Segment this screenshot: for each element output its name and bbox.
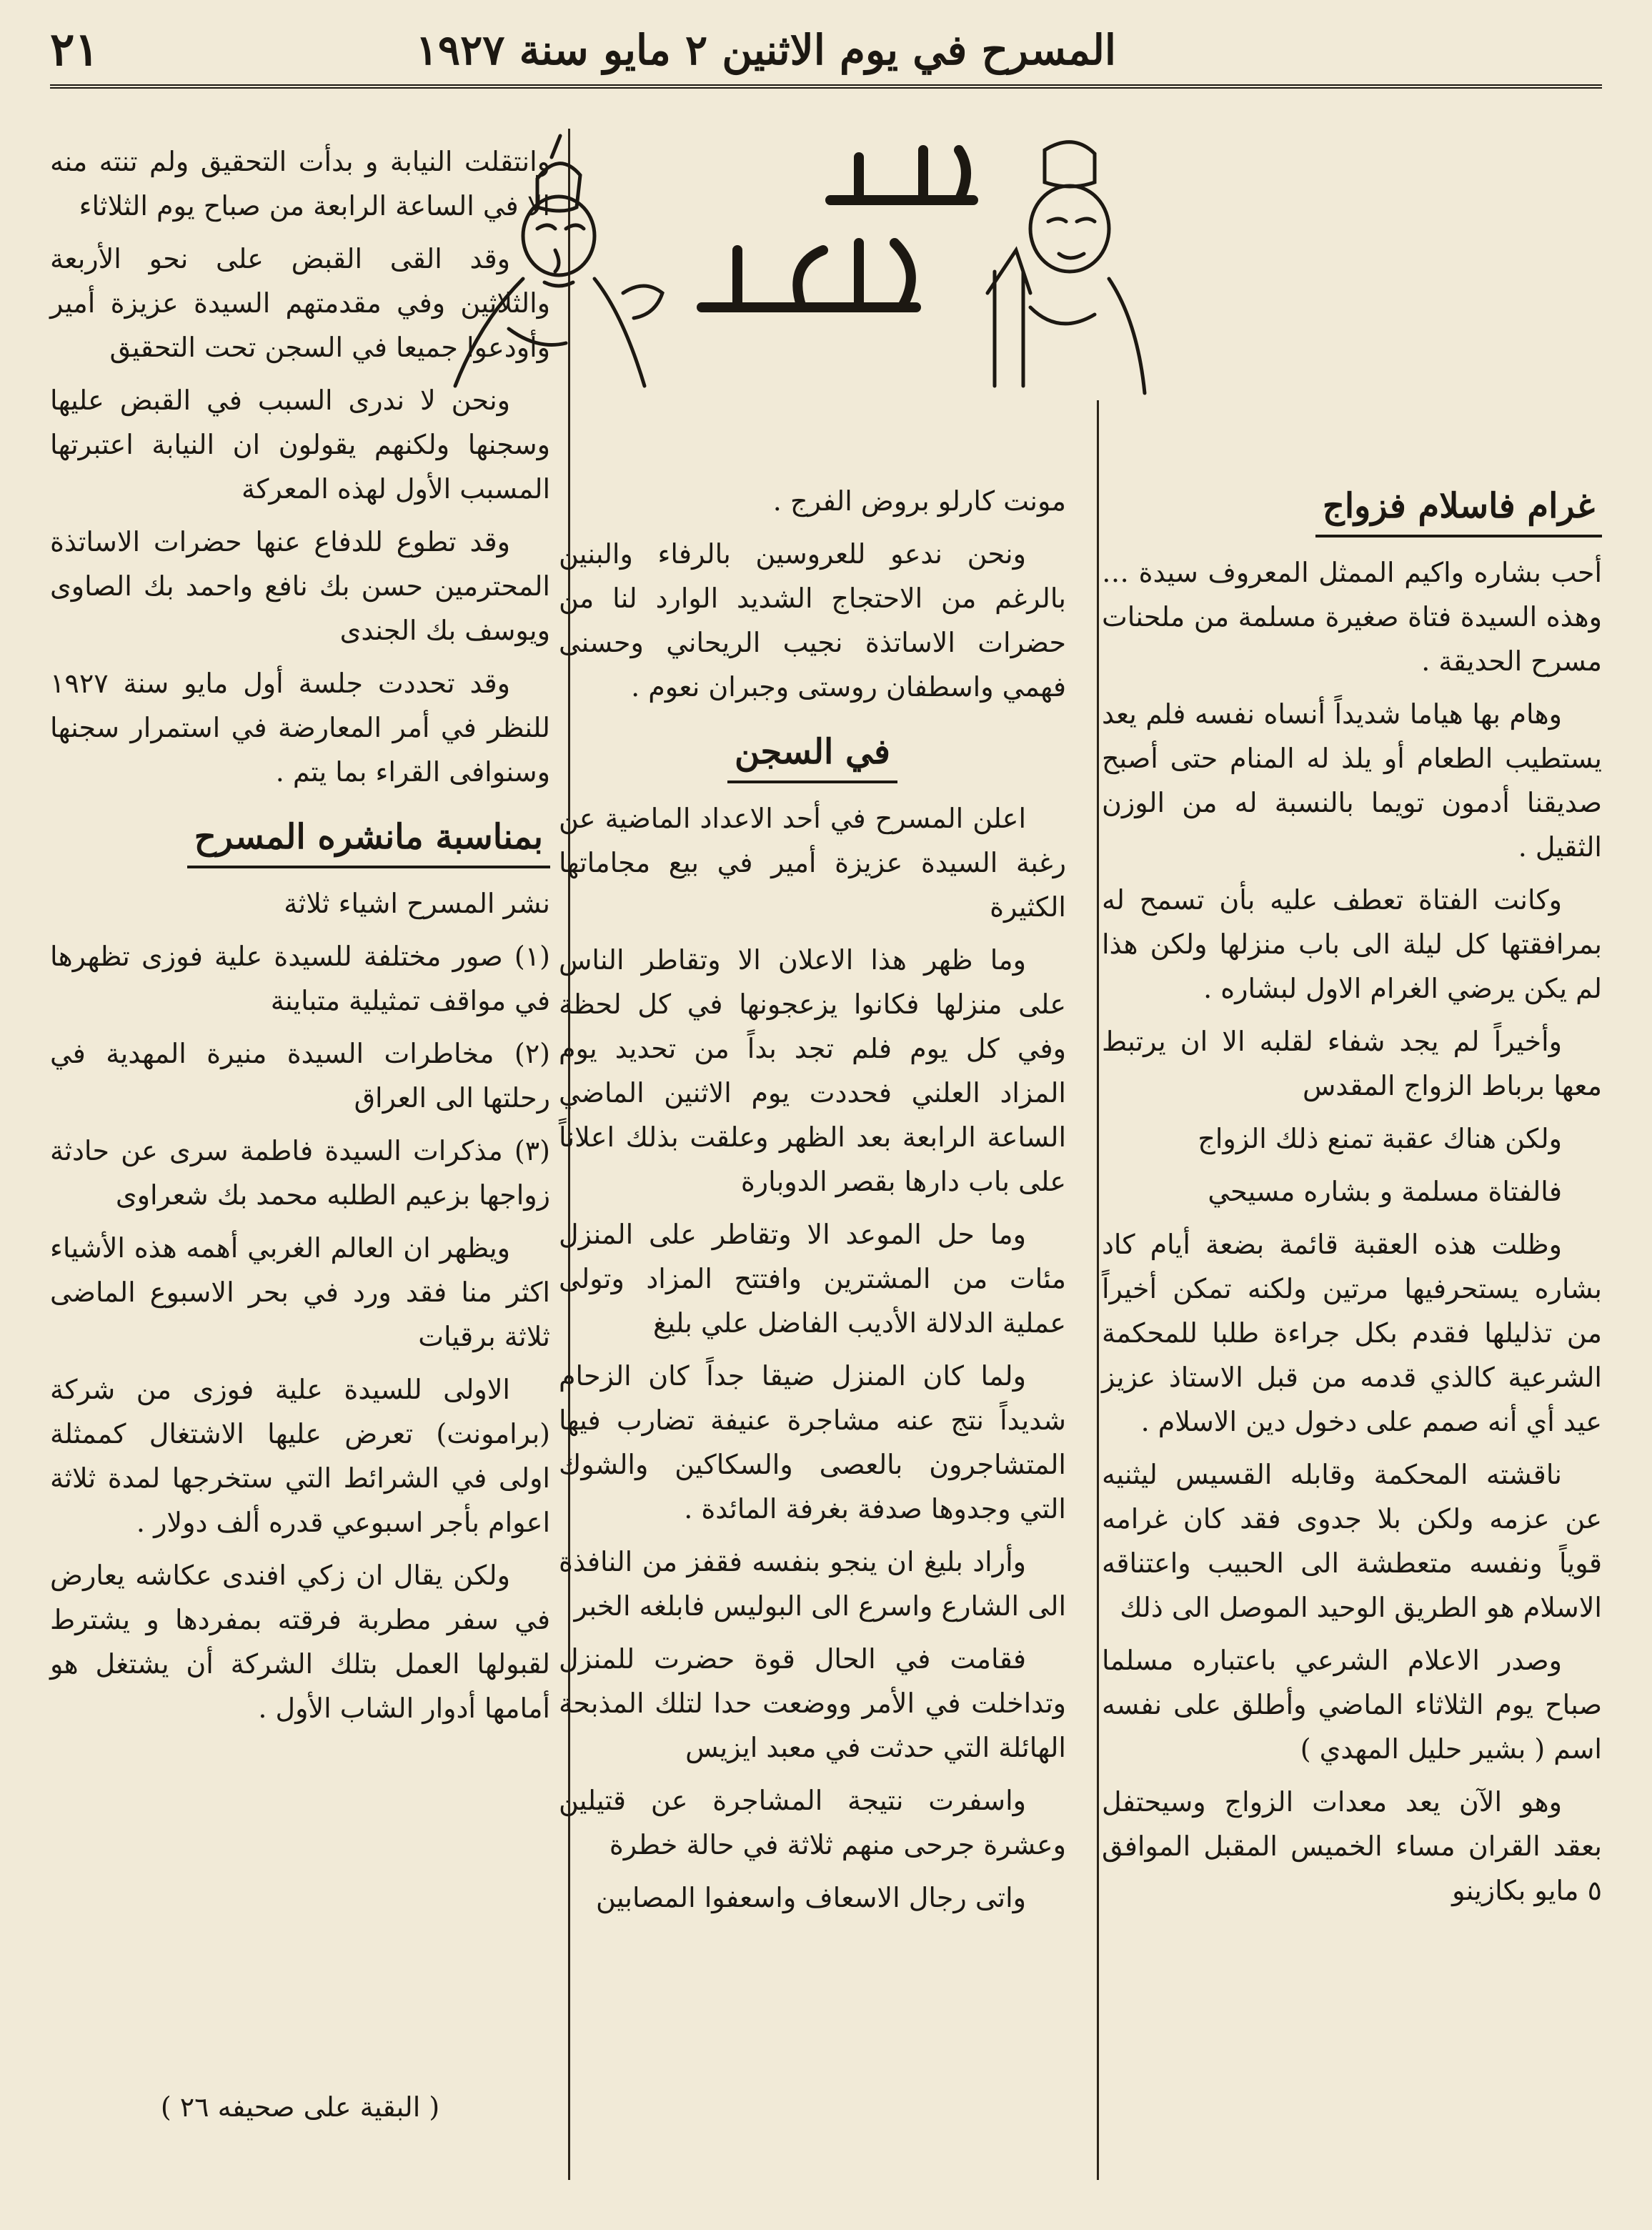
paragraph: واتى رجال الاسعاف واسعفوا المصابين xyxy=(596,1882,1026,1913)
article-continued xyxy=(50,139,550,1739)
paragraph: الاولى للسيدة علية فوزى من شركة (برامونت) تعرض عليها الاشتغال كممثلة اولى في الشرائط التي ستخرجها لمدة ثلاثة اعوام بأجر اسبوعي قدره ألف دولار . xyxy=(50,1374,550,1538)
paragraph: واسفرت نتيجة المشاجرة عن قتيلين وعشرة جرحى منهم ثلاثة في حالة خطرة xyxy=(559,1785,1066,1860)
paragraph: فقامت في الحال قوة حضرت للمنزل وتداخلت في الأمر ووضعت حدا لتلك المذبحة الهائلة التي حدثت في معبد ايزيس xyxy=(559,1643,1066,1763)
paragraph: وصدر الاعلام الشرعي باعتباره مسلما صباح يوم الثلاثاء الماضي وأطلق على نفسه اسم ( بشير حليل المهدي ) xyxy=(1102,1645,1602,1765)
header-rule xyxy=(50,84,1602,89)
paragraph: أحب بشاره واكيم الممثل المعروف سيدة … وهذه السيدة فتاة صغيرة مسلمة من ملحنات مسرح الحديقة . xyxy=(1102,557,1602,677)
paragraph: وقد تطوع للدفاع عنها حضرات الاساتذة المحترمين حسن بك نافع واحمد بك الصاوى ويوسف بك الجندى xyxy=(50,526,550,646)
paragraph: فالفتاة مسلمة و بشاره مسيحي xyxy=(1208,1176,1562,1207)
paragraph: وهام بها هياما شديداً أنساه نفسه فلم يعد يستطيب الطعام أو يلذ له المنام حتى أصبح صديقنا أدمون تويما بالنسبة له من الوزن الثقيل . xyxy=(1102,698,1602,863)
page-header xyxy=(50,21,1602,86)
paragraph: وقد القى القبض على نحو الأربعة والثلاثين وفي مقدمتهم السيدة عزيزة أمير وأودعوا جميعا في السجن تحت التحقيق xyxy=(50,243,550,363)
paragraph: (٣) مذكرات السيدة فاطمة سرى عن حادثة زواجها بزعيم الطلبه محمد بك شعراوى xyxy=(50,1135,550,1211)
paragraph: (١) صور مختلفة للسيدة علية فوزى تظهرها في مواقف تمثيلية متباينة xyxy=(50,941,550,1016)
paragraph: ولما كان المنزل ضيقا جداً كان الزحام شديداً نتج عنه مشاجرة عنيفة تضارب فيها المتشاجرون بالعصى والسكاكين والشوك التي وجدوها صدفة بغرفة المائدة . xyxy=(559,1360,1066,1525)
paragraph: نشر المسرح اشياء ثلاثة xyxy=(284,888,550,919)
headline-in-prison: في السجن xyxy=(727,725,897,783)
paragraph: وانتقلت النيابة و بدأت التحقيق ولم تنته منه الا في الساعة الرابعة من صباح يوم الثلاثاء xyxy=(50,146,550,222)
headline-occasion: بمناسبة مانشره المسرح xyxy=(187,810,550,868)
paragraph: وكانت الفتاة تعطف عليه بأن تسمح له بمرافقتها كل ليلة الى باب منزلها ولكن هذا لم يكن يرضي الغرام الاول لبشاره . xyxy=(1102,884,1602,1004)
header-title: المسرح في يوم الاثنين ٢ مايو سنة ١٩٢٧ xyxy=(415,26,1116,74)
column-divider-right xyxy=(1097,400,1099,2180)
paragraph: وقد تحددت جلسة أول مايو سنة ١٩٢٧ للنظر في أمر المعارضة في استمرار سجنها وسنوافى القراء بما يتم . xyxy=(50,668,550,788)
paragraph: وما حل الموعد الا وتقاطر على المنزل مئات من المشترين وافتتح المزاد وتولى عملية الدلالة الأديب الفاضل علي بليغ xyxy=(559,1219,1066,1339)
paragraph: ولكن هناك عقبة تمنع ذلك الزواج xyxy=(1198,1123,1562,1154)
continued-note: ( البقية على صحيفه ٢٦ ) xyxy=(160,2091,440,2123)
paragraph: (٢) مخاطرات السيدة منيرة المهدية في رحلتها الى العراق xyxy=(50,1038,550,1114)
paragraph: وما ظهر هذا الاعلان الا وتقاطر الناس على منزلها فكانوا يزعجونها في كل لحظة وفي كل يوم فلم تجد بداً من تحديد يوم المزاد العلني فحددت يوم الاثنين الماضي الساعة الرابعة بعد الظهر وعلقت بذلك اعلاناً على باب دارها بقصر الدوبارة xyxy=(559,944,1066,1197)
article-in-prison xyxy=(559,479,1066,1928)
paragraph: ناقشته المحكمة وقابله القسيس ليثنيه عن عزمه ولكن بلا جدوى فقد كان غرامه قوياً ونفسه متعطشة الى الحبيب واعتناقه الاسلام هو الطريق الوحيد الموصل الى ذلك xyxy=(1102,1459,1602,1623)
paragraph: ويظهر ان العالم الغربي أهمه هذه الأشياء اكثر منا فقد ورد في بحر الاسبوع الماضى ثلاثة برقيات xyxy=(50,1232,550,1352)
paragraph: اعلن المسرح في أحد الاعداد الماضية عن رغبة السيدة عزيزة أمير في بيع مجاماتها الكثيرة xyxy=(559,803,1066,923)
article-love-marriage xyxy=(1102,472,1602,1921)
page-number: ٢١ xyxy=(50,23,99,76)
paragraph: وظلت هذه العقبة قائمة بضعة أيام كاد بشاره يستحرفيها مرتين ولكنه تمكن أخيراً من تذليلها فقدم بكل جراءة طلبا للمحكمة الشرعية كالذي قدمه من قبل الاستاذ عزيز عيد أي أنه صمم على دخول دين الاسلام . xyxy=(1102,1229,1602,1437)
headline-love-marriage: غرام فاسلام فزواج xyxy=(1315,479,1602,537)
paragraph: ونحن ندعو للعروسين بالرفاء والبنين بالرغم من الاحتجاج الشديد الوارد لنا من حضرات الاساتذة نجيب الريحاني وحسنى فهمي واسطفان روستى وجبران نعوم . xyxy=(559,538,1066,703)
paragraph: وهو الآن يعد معدات الزواج وسيحتفل بعقد القران مساء الخميس المقبل الموافق ٥ مايو بكازينو xyxy=(1102,1786,1602,1906)
paragraph: وأراد بليغ ان ينجو بنفسه فقفز من النافذة الى الشارع واسرع الى البوليس فابلغه الخبر xyxy=(559,1546,1066,1622)
paragraph: ولكن يقال ان زكي افندى عكاشه يعارض في سفر مطربة فرقته بمفردها و يشترط لقبولها العمل بتلك الشركة أن يشتغل هو أمامها أدوار الشاب الأول . xyxy=(50,1560,550,1724)
paragraph: ونحن لا ندرى السبب في القبض عليها وسجنها ولكنهم يقولون ان النيابة اعتبرتها المسبب الأول لهذه المعركة xyxy=(50,385,550,505)
paragraph: مونت كارلو بروض الفرج . xyxy=(772,485,1066,517)
paragraph: وأخيراً لم يجد شفاء لقلبه الا ان يرتبط معها برباط الزواج المقدس xyxy=(1102,1026,1602,1101)
